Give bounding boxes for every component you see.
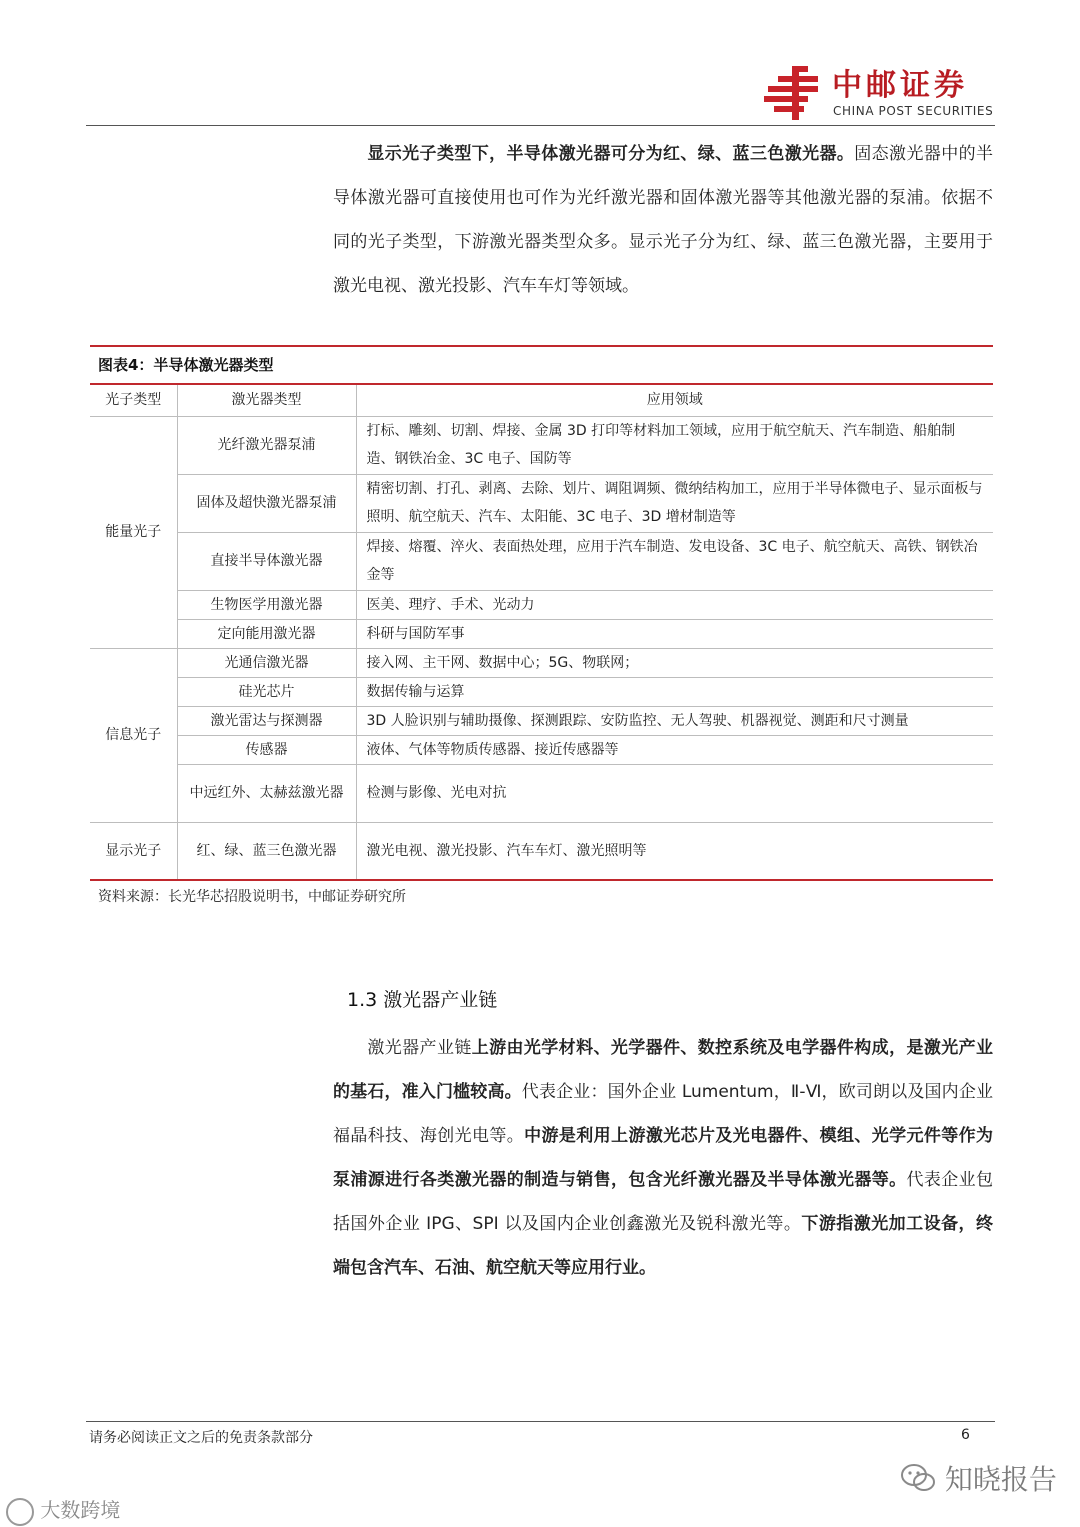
table-row [90, 619, 993, 648]
intro-paragraph [333, 132, 993, 308]
table-row [90, 648, 993, 677]
page-number: 6 [961, 1427, 970, 1443]
col-header-application: 应用领域 [356, 384, 993, 416]
application-cell: 科研与国防军事 [356, 619, 993, 648]
watermark-right-text: 知晓报告 [944, 1463, 1057, 1496]
laser-type-cell: 生物医学用激光器 [177, 590, 356, 619]
application-cell: 精密切割、打孔、剥离、去除、划片、调阻调频、微纳结构加工，应用于半导体微电子、显示面板与照明、航空航天、汽车、太阳能、3C 电子、3D 增材制造等 [356, 474, 993, 532]
laser-type-cell: 传感器 [177, 735, 356, 764]
table-row [90, 822, 993, 880]
laser-type-cell: 光通信激光器 [177, 648, 356, 677]
chain-p3-bold: 中游是利用上游激光芯片及光电器件、模组、光学元件等作为泵浦源进行各类激光器的制造与销售，包含光纤激光器及半导体激光器等。 [333, 1126, 994, 1190]
figure-title: 图表4：半导体激光器类型 [98, 356, 274, 374]
chain-p1-plain: 激光器产业链 [367, 1038, 472, 1058]
table-row [90, 735, 993, 764]
watermark-left-text: 大数跨境 [40, 1498, 121, 1522]
watermark-left [6, 1494, 120, 1526]
watermark-right [900, 1458, 1057, 1500]
application-cell: 检测与影像、光电对抗 [356, 764, 993, 822]
intro-rest: 固态激光器中的半导体激光器可直接使用也可作为光纤激光器和固体激光器等其他激光器的泵浦。依据不同的光子类型，下游激光器类型众多。显示光子分为红、绿、蓝三色激光器，主要用于激光电视、激光投影、汽车车灯等领域。 [333, 144, 994, 296]
table-row [90, 677, 993, 706]
application-cell: 激光电视、激光投影、汽车车灯、激光照明等 [356, 822, 993, 880]
table-row [90, 706, 993, 735]
application-cell: 数据传输与运算 [356, 677, 993, 706]
footer-divider [86, 1421, 995, 1422]
laser-type-cell: 硅光芯片 [177, 677, 356, 706]
footer-disclaimer-note: 请务必阅读正文之后的免责条款部分 [89, 1430, 313, 1446]
china-post-logo-icon [764, 66, 826, 120]
table-row [90, 532, 993, 590]
table-row [90, 474, 993, 532]
application-cell: 3D 人脸识别与辅助摄像、探测跟踪、安防监控、无人驾驶、机器视觉、测距和尺寸测量 [356, 706, 993, 735]
laser-type-cell: 光纤激光器泵浦 [177, 416, 356, 474]
application-cell: 接入网、主干网、数据中心；5G、物联网； [356, 648, 993, 677]
chain-p2-plain: 代表企业：国外企业 Lumentum，Ⅱ-Ⅵ，欧司朗以及国内企业福晶科技、海创光电等。 [333, 1082, 994, 1146]
laser-types-table [90, 383, 993, 879]
table-row [90, 764, 993, 822]
col-header-photon: 光子类型 [90, 384, 177, 416]
application-cell: 医美、理疗、手术、光动力 [356, 590, 993, 619]
photon-type-cell: 显示光子 [90, 822, 177, 880]
laser-type-cell: 定向能用激光器 [177, 619, 356, 648]
brand-name-en: CHINA POST SECURITIES [833, 104, 994, 118]
section-heading: 1.3 激光器产业链 [347, 989, 498, 1011]
intro-bold: 显示光子类型下，半导体激光器可分为红、绿、蓝三色激光器。 [367, 144, 855, 164]
application-cell: 液体、气体等物质传感器、接近传感器等 [356, 735, 993, 764]
photon-type-cell: 信息光子 [90, 648, 177, 822]
laser-type-cell: 直接半导体激光器 [177, 532, 356, 590]
table-row [90, 416, 993, 474]
laser-type-cell: 中远红外、太赫兹激光器 [177, 764, 356, 822]
photon-type-cell: 能量光子 [90, 416, 177, 648]
table-header-row [90, 384, 993, 416]
chain-p5-bold: 下游指激光加工设备，终端包含汽车、石油、航空航天等应用行业。 [333, 1214, 993, 1278]
figure-top-rule [90, 345, 993, 347]
laser-type-cell: 红、绿、蓝三色激光器 [177, 822, 356, 880]
brand-circle-icon [6, 1498, 34, 1526]
application-cell: 焊接、熔覆、淬火、表面热处理，应用于汽车制造、发电设备、3C 电子、航空航天、高铁、钢铁冶金等 [356, 532, 993, 590]
brand-name-cn: 中邮证券 [832, 68, 968, 103]
laser-type-cell: 激光雷达与探测器 [177, 706, 356, 735]
col-header-laser: 激光器类型 [177, 384, 356, 416]
laser-type-cell: 固体及超快激光器泵浦 [177, 474, 356, 532]
application-cell: 打标、雕刻、切割、焊接、金属 3D 打印等材料加工领域，应用于航空航天、汽车制造、船舶制造、钢铁冶金、3C 电子、国防等 [356, 416, 993, 474]
wechat-icon [900, 1463, 936, 1500]
chain-p4-plain: 代表企业包括国外企业 IPG、SPI 以及国内企业创鑫激光及锐科激光等。 [333, 1170, 994, 1234]
chain-p1-bold: 上游由光学材料、光学器件、数控系统及电学器件构成，是激光产业的基石，准入门槛较高。 [333, 1038, 994, 1102]
figure-source: 资料来源：长光华芯招股说明书，中邮证券研究所 [98, 889, 406, 905]
chain-paragraph [333, 1026, 993, 1290]
header-divider [86, 125, 995, 126]
table-row [90, 590, 993, 619]
